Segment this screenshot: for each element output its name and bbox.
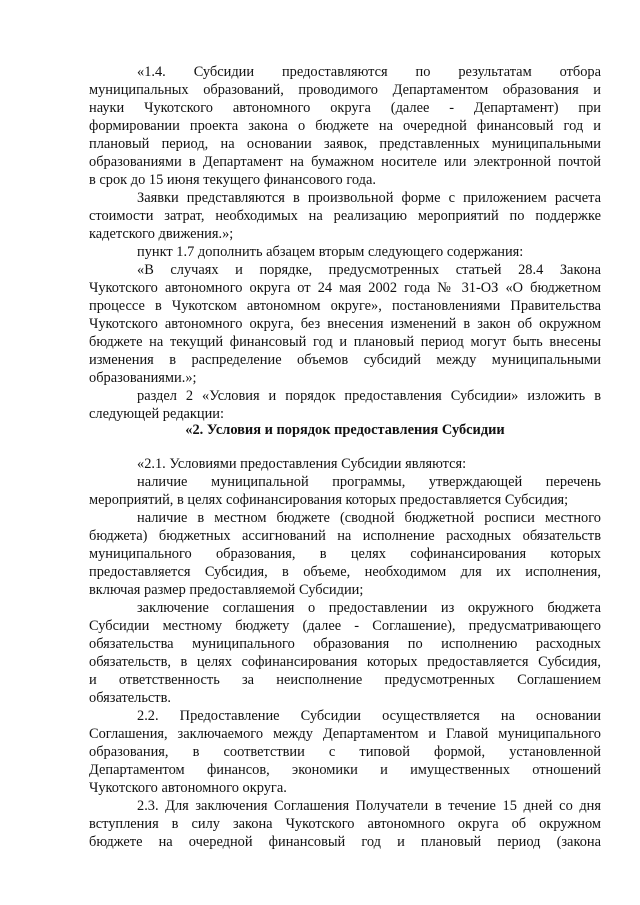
paragraph-8-line-2: бюджета) бюджетных ассигнований на исполнение расходных обязательств <box>89 528 601 544</box>
paragraph-9-line-4: обязательств, в целях софинансирования которых предоставляется Субсидия, <box>89 654 601 670</box>
paragraph-10-line-4: Департаментом финансов, экономики и имущественных отношений <box>89 762 601 778</box>
paragraph-1-line-7: в срок до 15 июня текущего финансового года. <box>89 172 376 188</box>
paragraph-9-line-6: обязательств. <box>89 690 171 706</box>
paragraph-1-line-3: науки Чукотского автономного округа (далее - Департамент) при <box>89 100 601 116</box>
paragraph-2-line-2: стоимости затрат, необходимых на реализацию мероприятий по поддержке <box>89 208 601 224</box>
paragraph-3-line-1: пункт 1.7 дополнить абзацем вторым следующего содержания: <box>137 244 524 260</box>
paragraph-8-line-3: муниципального образования, в целях софинансирования которых <box>89 546 601 562</box>
paragraph-4-line-1: «В случаях и порядке, предусмотренных статьей 28.4 Закона <box>137 262 601 278</box>
paragraph-7-line-2: мероприятий, в целях софинансирования которых предоставляется Субсидия; <box>89 492 569 508</box>
paragraph-9-line-1: заключение соглашения о предоставлении из окружного бюджета <box>137 600 601 616</box>
paragraph-4-line-3: процессе в Чукотском автономном округе», постановлениями Правительства <box>89 298 601 314</box>
paragraph-4-line-5: бюджете на текущий финансовый год и плановый период могут быть внесены <box>89 334 601 350</box>
paragraph-1-line-4: формировании проекта закона о бюджете на очередной финансовый год и <box>89 118 601 134</box>
paragraph-8-line-5: включая размер предоставляемой Субсидии; <box>89 582 364 598</box>
paragraph-11-line-1: 2.3. Для заключения Соглашения Получатели в течение 15 дней со дня <box>137 798 601 814</box>
paragraph-8-line-4: предоставляется Субсидия, в объеме, необходимом для их исполнения, <box>89 564 601 580</box>
paragraph-5-line-2: следующей редакции: <box>89 406 224 422</box>
paragraph-2-line-1: Заявки представляются в произвольной форме с приложением расчета <box>137 190 601 206</box>
paragraph-6-line-1: «2.1. Условиями предоставления Субсидии являются: <box>137 456 467 472</box>
paragraph-8-line-1: наличие в местном бюджете (сводной бюджетной росписи местного <box>137 510 601 526</box>
paragraph-5-line-1: раздел 2 «Условия и порядок предоставления Субсидии» изложить в <box>137 388 601 404</box>
paragraph-11-line-3: бюджете на очередной финансовый год и плановый период (закона <box>89 834 601 850</box>
paragraph-1-line-6: образованиями в Департамент на бумажном носителе или электронной почтой <box>89 154 601 170</box>
section-heading: «2. Условия и порядок предоставления Субсидии <box>185 422 505 438</box>
paragraph-1-line-5: плановый период, на основании заявок, представленных муниципальными <box>89 136 601 152</box>
paragraph-9-line-2: Субсидии местному бюджету (далее - Соглашение), предусматривающего <box>89 618 601 634</box>
paragraph-10-line-2: Соглашения, заключаемого между Департаментом и Главой муниципального <box>89 726 601 742</box>
paragraph-4-line-7: образованиями.»; <box>89 370 197 386</box>
paragraph-4-line-6: изменения в распределение объемов субсидий между муниципальными <box>89 352 601 368</box>
paragraph-1-line-1: «1.4. Субсидии предоставляются по результатам отбора <box>137 64 601 80</box>
paragraph-4-line-2: Чукотского автономного округа от 24 мая 2002 года № 31-ОЗ «О бюджетном <box>89 280 601 296</box>
paragraph-4-line-4: Чукотского автономного округа, без внесения изменений в закон об окружном <box>89 316 601 332</box>
paragraph-9-line-3: обязательства муниципального образования по исполнению расходных <box>89 636 601 652</box>
paragraph-10-line-3: образования, в соответствии с типовой формой, установленной <box>89 744 601 760</box>
paragraph-2-line-3: кадетского движения.»; <box>89 226 234 242</box>
paragraph-10-line-5: Чукотского автономного округа. <box>89 780 287 796</box>
paragraph-11-line-2: вступления в силу закона Чукотского автономного округа об окружном <box>89 816 601 832</box>
paragraph-10-line-1: 2.2. Предоставление Субсидии осуществляется на основании <box>137 708 601 724</box>
paragraph-9-line-5: и ответственность за неисполнение предусмотренных Соглашением <box>89 672 601 688</box>
paragraph-7-line-1: наличие муниципальной программы, утверждающей перечень <box>137 474 601 490</box>
paragraph-1-line-2: муниципальных образований, проводимого Департаментом образования и <box>89 82 601 98</box>
